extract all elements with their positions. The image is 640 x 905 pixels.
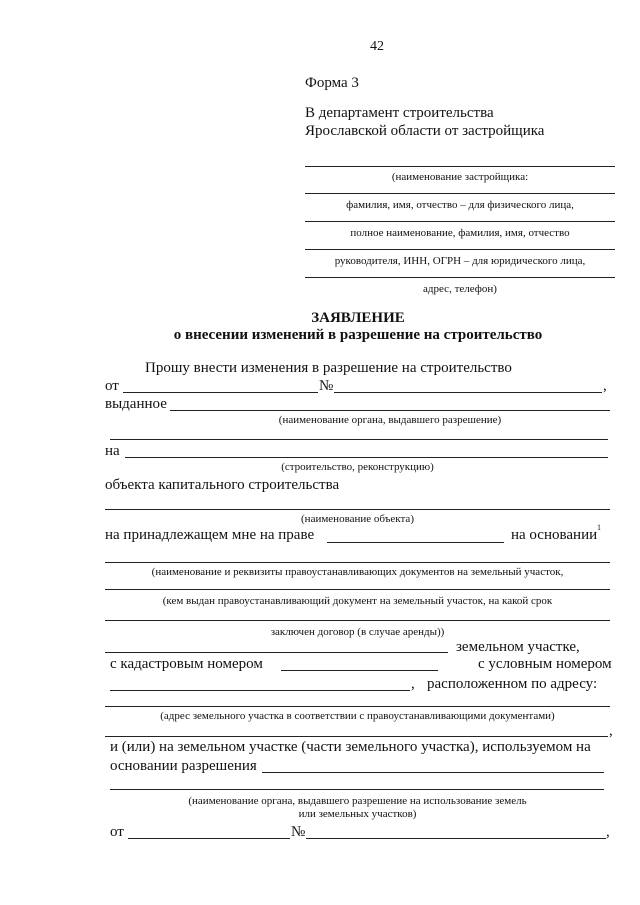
document-title: ЗАЯВЛЕНИЕ [311, 310, 405, 326]
issuer-field[interactable] [170, 410, 610, 411]
construction-hint: (строительство, реконструкцию) [281, 461, 434, 473]
conditional-number-field[interactable] [110, 690, 410, 691]
comma-1: , [603, 378, 607, 394]
construction-type-field[interactable] [125, 457, 608, 458]
object-label: объекта капитального строительства [105, 477, 340, 493]
applicant-line-2[interactable] [305, 193, 615, 194]
permission-hint-1: (наименование органа, выдавшего разрешение на использование земель [188, 795, 527, 807]
object-hint: (наименование объекта) [301, 513, 414, 525]
cadastral-number-field[interactable] [281, 670, 438, 671]
permission-field[interactable] [262, 772, 604, 773]
from-label-2: от [110, 824, 124, 840]
number-sign-2: № [291, 824, 306, 840]
permission-number-field[interactable] [306, 838, 606, 839]
land-plot-label: земельном участке, [456, 639, 580, 655]
basis-label: на основании [511, 527, 598, 543]
land-docs-field-2[interactable] [105, 589, 610, 590]
issued-label: выданное [105, 396, 167, 412]
applicant-line-1[interactable] [305, 166, 615, 167]
issuer-hint: (наименование органа, выдавшего разрешение) [278, 414, 502, 426]
located-label: расположенном по адресу: [427, 676, 598, 692]
permission-hint-2: или земельных участков) [298, 808, 417, 820]
footnote-mark: 1 [597, 523, 601, 532]
land-docs-field[interactable] [105, 562, 610, 563]
page-number: 42 [370, 39, 384, 54]
land-docs-field-3[interactable] [105, 620, 610, 621]
object-field[interactable] [105, 509, 610, 510]
applicant-hint-5: адрес, телефон) [423, 283, 497, 295]
comma-3: , [609, 723, 613, 739]
permission-line-2: основании разрешения [110, 758, 257, 774]
lease-hint: заключен договор (в случае аренды)) [270, 626, 445, 638]
applicant-hint-4: руководителя, ИНН, ОГРН – для юридического лица, [334, 255, 586, 267]
issued-doc-hint: (кем выдан правоустанавливающий документ на земельный участок, на какой срок [162, 595, 553, 607]
comma-4: , [606, 824, 610, 840]
address-field[interactable] [105, 706, 610, 707]
number-sign: № [319, 378, 334, 394]
request-text: Прошу внести изменения в разрешение на строительство [145, 360, 512, 376]
conditional-label: с условным номером [478, 656, 612, 672]
form-label: Форма 3 [305, 75, 359, 91]
addressee-line-2: Ярославской области от застройщика [305, 123, 545, 139]
right-label: на принадлежащем мне на праве [105, 527, 315, 543]
from-label: от [105, 378, 119, 394]
land-docs-field-4[interactable] [105, 652, 448, 653]
applicant-hint-3: полное наименование, фамилия, имя, отчество [350, 227, 570, 239]
permission-field-2[interactable] [110, 789, 604, 790]
applicant-line-5[interactable] [305, 277, 615, 278]
applicant-line-4[interactable] [305, 249, 615, 250]
permission-line-1: и (или) на земельном участке (части земельного участка), используемом на [110, 739, 591, 755]
address-field-2[interactable] [105, 736, 608, 737]
applicant-hint-2: фамилия, имя, отчество – для физического лица, [346, 199, 574, 211]
permit-date-field[interactable] [123, 392, 318, 393]
applicant-hint-1: (наименование застройщика: [391, 171, 529, 183]
cadastral-label: с кадастровым номером [110, 656, 263, 672]
document-subtitle: о внесении изменений в разрешение на строительство [173, 327, 543, 343]
issuer-field-continued[interactable] [110, 439, 608, 440]
addressee-line-1: В департамент строительства [305, 105, 494, 121]
permission-date-field[interactable] [128, 838, 290, 839]
land-docs-hint: (наименование и реквизиты правоустанавливающих документов на земельный участок, [151, 566, 564, 578]
address-hint: (адрес земельного участка в соответствии с правоустанавливающими документами) [160, 710, 555, 722]
on-label: на [105, 443, 120, 459]
right-type-field[interactable] [327, 542, 504, 543]
applicant-line-3[interactable] [305, 221, 615, 222]
comma-2: , [411, 676, 415, 692]
permit-number-field[interactable] [334, 392, 602, 393]
